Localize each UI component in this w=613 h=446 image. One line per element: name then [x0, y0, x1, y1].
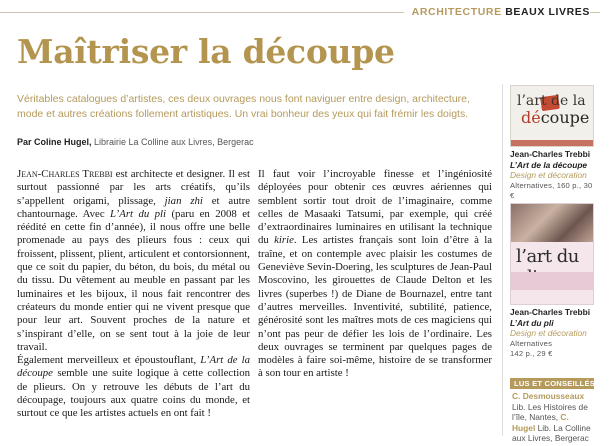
- cover1-line1: l’art de la: [517, 93, 586, 109]
- recommended-box: [510, 378, 613, 444]
- col1-italic-c: L’Art de la découpe: [17, 354, 251, 380]
- book2-category: Design et décoration: [510, 328, 587, 339]
- cover1-band: [511, 140, 593, 146]
- col1-paragraph-1: [17, 168, 250, 354]
- reader2-place: Lib. La Colline aux Livres, Bergerac: [512, 422, 591, 444]
- subsection-label: BEAUX LIVRES: [505, 6, 590, 18]
- article-title: Maîtriser la découpe: [17, 32, 395, 71]
- book1-publisher: Alternatives, 160 p., 30 €: [510, 180, 593, 201]
- article-column-2: [258, 168, 492, 381]
- byline-affiliation: Librairie La Colline aux Livres, Bergerac: [94, 137, 254, 147]
- byline: [17, 137, 254, 147]
- cover2-title: l’art du: [516, 246, 579, 267]
- cover1-line2-accent: dé: [521, 108, 541, 127]
- col1-text-a: est architecte et designer. Il est surtout passionné par les arts créatifs, qu’ils s’appellent origami, plissage,: [17, 168, 250, 207]
- col1-paragraph-2: [17, 354, 250, 420]
- book-info-pli: [510, 307, 594, 360]
- book2-title: L’Art du pli: [510, 317, 554, 328]
- cover1-line2: [521, 108, 589, 127]
- book1-title: L’Art de la découpe: [510, 159, 588, 170]
- section-kicker: [404, 6, 590, 18]
- reader1-place: Lib. Les Histoires de l’île, Nantes,: [512, 401, 588, 423]
- section-label: ARCHITECTURE: [411, 6, 502, 18]
- col1-italic-a: jian zhi: [164, 194, 203, 207]
- col1-text-b: et autre chantournage. Avec: [17, 194, 250, 220]
- col1-text-d: Également merveilleux et époustouflant,: [17, 354, 201, 367]
- cover1-line2-rest: coupe: [540, 108, 590, 127]
- article-column-1: [17, 168, 250, 421]
- book1-category: Design et décoration: [510, 170, 587, 181]
- book-cover-decoupe: [510, 85, 594, 147]
- book-cover-pli: [510, 203, 594, 305]
- cover2-photo: [511, 204, 593, 242]
- col1-italic-b: L’Art du pli: [110, 207, 167, 220]
- reader2-name: C. Hugel: [512, 412, 569, 433]
- reader1-name: C. Desmousseaux: [512, 391, 585, 401]
- recommended-heading: LUS ET CONSEILLÉS PAR: [510, 378, 594, 389]
- byline-author: Par Coline Hugel,: [17, 137, 92, 147]
- col2-paragraph-1: [258, 168, 492, 381]
- col1-text-c: (paru en 2008 et réédité en cette fin d’année), il nous offre une belle promenade au pays des plieurs fous : ceux qui froissent, plissent, plient, articulent et contorsionnent, que ce soit du papier, du béton, du bois, du métal ou du tissu. Du vêtement au meuble en passant par les luminaires et les bijoux, il nous fait rencontrer des créateurs du monde entier qui ne vivent presque que pour leur art. Souvent proches de la nature et s’inspirant d’elle, on se sent tout à la joie de leur travail.: [17, 207, 251, 353]
- book-info-decoupe: [510, 149, 594, 202]
- cover2-band: [511, 272, 593, 290]
- lead-name: Jean-Charles Trebbi: [17, 168, 113, 180]
- col2-italic-a: kirie: [274, 234, 294, 247]
- col2-text-a: Il faut voir l’incroyable finesse et l’ingéniosité déployées pour obtenir ces œuvres aériennes qui semblent sortir tout droit de l’imaginaire, comme celles de Masaaki Tatsumi, par exemple, qui créé d’extraordinaires luminaires en utilisant la technique du: [258, 168, 492, 247]
- sidebar-divider: [502, 84, 503, 436]
- book2-author: Jean-Charles Trebbi: [510, 307, 591, 317]
- book1-author: Jean-Charles Trebbi: [510, 149, 591, 159]
- book2-details: 142 p., 29 €: [510, 349, 553, 359]
- col1-text-e: semble une suite logique à cette collection de plieurs. On y retrouve les débuts de l’art du découpage, toujours aux quatre coins du monde, et surtout ce que les artistes actuels en ont fait !: [17, 367, 250, 420]
- col2-text-b: . Les artistes français sont loin d’être à la traîne, et on contemple avec plaisir les costumes de Geneviève Sevin-Doering, les sculptures de Jean-Paul Moscovino, les girouettes de Claude Delton et les livres (superbes !) de Diane de Bournazel, entre tant d’autres merveilles. Inventivité, subtilité, patience, générosité sont les maîtres mots de ces magiciens qui n’ont pas peur de défier les lois de l’ordinaire. Les deux ouvrages se terminent par quelques pages de modèles à faire soi-même, histoire de se transformer à son tour en artiste !: [258, 234, 492, 380]
- book2-publisher: Alternatives: [510, 338, 553, 348]
- article-lede: Véritables catalogues d’artistes, ces deux ouvrages nous font naviguer entre design, architecture, mode et autres créations follement artistiques. Un vrai bonheur des yeux qui fait frémir les doigts.: [17, 93, 470, 120]
- recommended-body: [510, 389, 594, 444]
